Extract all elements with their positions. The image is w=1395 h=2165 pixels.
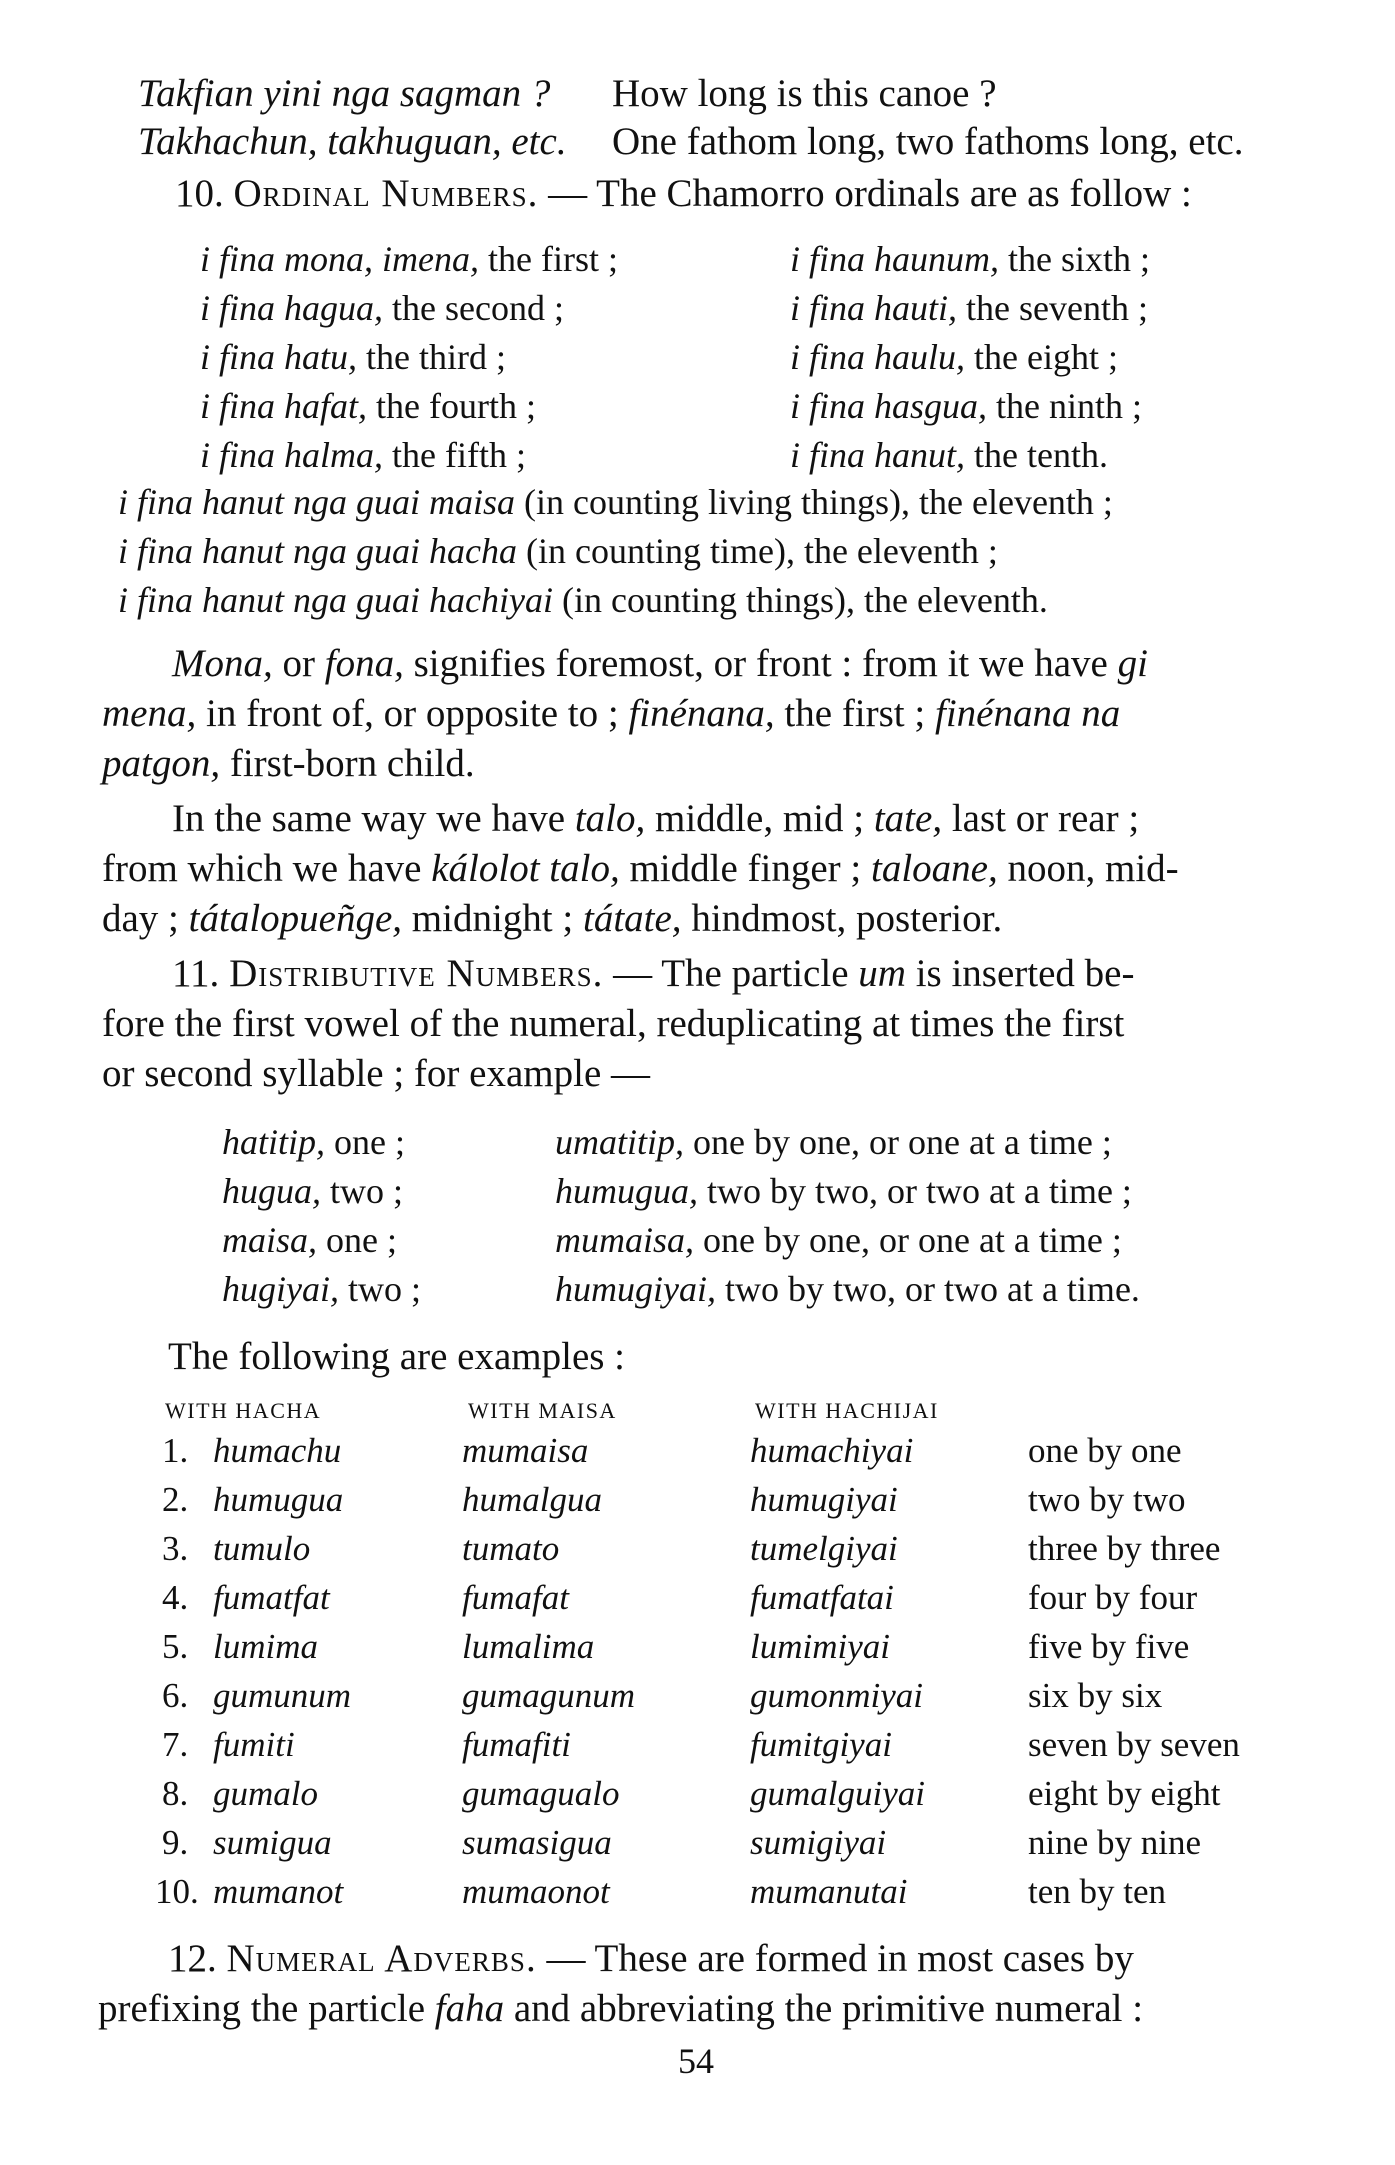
chamorro-term: i fina haulu, bbox=[790, 337, 966, 377]
text: middle finger ; bbox=[619, 847, 871, 890]
hachijai-form: tumelgiyai bbox=[750, 1529, 898, 1568]
term: tátate, bbox=[582, 897, 682, 940]
term: finénana na bbox=[934, 692, 1121, 735]
english-meaning: nine by nine bbox=[1028, 1823, 1202, 1862]
chamorro-term: i fina hauti, bbox=[790, 288, 958, 328]
distributive-right bbox=[555, 1118, 1112, 1166]
term: tátalopueñge, bbox=[188, 897, 403, 940]
hacha-form: sumigua bbox=[213, 1823, 332, 1862]
term: kálolot talo, bbox=[431, 847, 620, 890]
text: noon, mid- bbox=[997, 847, 1179, 890]
example-line-2-gloss bbox=[612, 118, 1243, 166]
chamorro-term: i fina hasgua, bbox=[790, 386, 988, 426]
text: day ; bbox=[102, 897, 189, 940]
row-number: 1. bbox=[162, 1431, 189, 1470]
english-meaning: ten by ten bbox=[1028, 1872, 1167, 1911]
english-gloss: one by one, or one at a time ; bbox=[694, 1220, 1122, 1260]
numeral-term: hugiyai, bbox=[222, 1269, 339, 1309]
english-gloss: How long is this canoe ? bbox=[612, 72, 997, 115]
english-meaning: six by six bbox=[1028, 1676, 1163, 1715]
maisa-form: gumagunum bbox=[462, 1676, 636, 1715]
ordinal-right bbox=[790, 333, 1118, 381]
col-header-hachijai: WITH HACHIJAI bbox=[755, 1398, 939, 1423]
section-title: Ordinal Numbers. bbox=[233, 172, 539, 215]
examples-intro bbox=[168, 1333, 625, 1381]
section-intro: — The Chamorro ordinals are as follow : bbox=[538, 172, 1192, 215]
maisa-form: mumaisa bbox=[462, 1431, 589, 1470]
para-talo-line-2 bbox=[102, 845, 1179, 893]
example-line-1 bbox=[138, 70, 550, 118]
row-number: 3. bbox=[162, 1529, 189, 1568]
text: The following are examples : bbox=[168, 1335, 626, 1378]
english-gloss: the fourth ; bbox=[367, 386, 536, 426]
para-talo-line-3 bbox=[102, 895, 1002, 943]
hachijai-form: humugiyai bbox=[750, 1480, 898, 1519]
row-number: 6. bbox=[162, 1676, 189, 1715]
text: prefixing the particle bbox=[98, 1987, 435, 2030]
maisa-form: gumagualo bbox=[462, 1774, 620, 1813]
hacha-form: gumalo bbox=[213, 1774, 318, 1813]
example-line-2 bbox=[138, 118, 567, 166]
row-number: 8. bbox=[162, 1774, 189, 1813]
english-gloss: one ; bbox=[325, 1122, 405, 1162]
maisa-form: sumasigua bbox=[462, 1823, 612, 1862]
row-number: 7. bbox=[162, 1725, 189, 1764]
section-12-line-2 bbox=[98, 1985, 1143, 2033]
text: is inserted be- bbox=[905, 952, 1135, 995]
chamorro-term: Takfian yini nga sagman ? bbox=[138, 72, 551, 115]
distributive-left bbox=[222, 1167, 403, 1215]
text: In the same way we have bbox=[172, 797, 575, 840]
term: gi bbox=[1117, 642, 1148, 685]
english-meaning: seven by seven bbox=[1028, 1725, 1240, 1764]
eleventh-line bbox=[118, 576, 1048, 624]
text: first-born child. bbox=[220, 742, 475, 785]
section-number: 12. bbox=[168, 1937, 217, 1980]
chamorro-term: i fina hafat, bbox=[200, 386, 368, 426]
term: tate, bbox=[873, 797, 943, 840]
numeral-term: maisa, bbox=[222, 1220, 318, 1260]
english-gloss: the second ; bbox=[383, 288, 564, 328]
text: the first ; bbox=[774, 692, 935, 735]
english-gloss: the eight ; bbox=[965, 337, 1118, 377]
text: and abbreviating the primitive numeral : bbox=[504, 1987, 1144, 2030]
text: — The particle bbox=[603, 952, 859, 995]
english-meaning: two by two bbox=[1028, 1480, 1186, 1519]
ordinal-left bbox=[200, 382, 536, 430]
english-gloss: the third ; bbox=[357, 337, 506, 377]
distributive-term: humugiyai, bbox=[555, 1269, 716, 1309]
maisa-form: fumafiti bbox=[462, 1725, 571, 1764]
maisa-form: mumaonot bbox=[462, 1872, 610, 1911]
english-gloss: one ; bbox=[317, 1220, 397, 1260]
section-number: 11. bbox=[172, 952, 220, 995]
chamorro-term: i fina haunum, bbox=[790, 239, 1000, 279]
distributive-left bbox=[222, 1216, 397, 1264]
english-gloss: the first ; bbox=[478, 239, 618, 279]
section-11-heading bbox=[172, 950, 1134, 998]
text: or bbox=[272, 642, 325, 685]
distributive-right bbox=[555, 1216, 1122, 1264]
section-title: Numeral Adverbs. bbox=[226, 1937, 537, 1980]
hacha-form: humachu bbox=[213, 1431, 342, 1470]
distributive-term: mumaisa, bbox=[555, 1220, 695, 1260]
row-number: 5. bbox=[162, 1627, 189, 1666]
numeral-term: hatitip, bbox=[222, 1122, 326, 1162]
eleventh-line bbox=[118, 478, 1113, 526]
para-talo-line-1 bbox=[172, 795, 1139, 843]
english-gloss: the fifth ; bbox=[383, 435, 526, 475]
term: talo, bbox=[574, 797, 646, 840]
para-mona-line-2 bbox=[102, 690, 1120, 738]
hacha-form: mumanot bbox=[213, 1872, 344, 1911]
distributive-term: umatitip, bbox=[555, 1122, 685, 1162]
hachijai-form: gumonmiyai bbox=[750, 1676, 924, 1715]
hachijai-form: humachiyai bbox=[750, 1431, 914, 1470]
example-line-1-gloss bbox=[612, 70, 997, 118]
col-header-hacha: WITH HACHA bbox=[165, 1398, 322, 1423]
col-header-maisa: WITH MAISA bbox=[468, 1398, 617, 1423]
english-gloss: one by one, or one at a time ; bbox=[684, 1122, 1112, 1162]
english-meaning: five by five bbox=[1028, 1627, 1190, 1666]
term: patgon, bbox=[102, 742, 221, 785]
term: fona, bbox=[324, 642, 404, 685]
english-gloss: the seventh ; bbox=[957, 288, 1148, 328]
row-number: 2. bbox=[162, 1480, 189, 1519]
text: from which we have bbox=[102, 847, 432, 890]
chamorro-term: i fina halma, bbox=[200, 435, 384, 475]
term: um bbox=[858, 952, 906, 995]
para-mona-line-3 bbox=[102, 740, 475, 788]
english-meaning: three by three bbox=[1028, 1529, 1221, 1568]
term: taloane, bbox=[871, 847, 998, 890]
maisa-form: tumato bbox=[462, 1529, 560, 1568]
chamorro-term: Takhachun, takhuguan, etc. bbox=[138, 120, 567, 163]
ordinal-left bbox=[200, 235, 618, 283]
hacha-form: lumima bbox=[213, 1627, 318, 1666]
row-number: 10. bbox=[155, 1872, 199, 1911]
distributive-left bbox=[222, 1265, 421, 1313]
chamorro-term: i fina hanut nga guai hachiyai bbox=[118, 580, 553, 620]
text: signifies foremost, or front : from it we have bbox=[403, 642, 1118, 685]
ordinal-right bbox=[790, 284, 1148, 332]
english-meaning: one by one bbox=[1028, 1431, 1182, 1470]
english-meaning: four by four bbox=[1028, 1578, 1198, 1617]
ordinal-left bbox=[200, 284, 564, 332]
chamorro-term: i fina mona, imena, bbox=[200, 239, 479, 279]
chamorro-term: i fina hanut, bbox=[790, 435, 966, 475]
text: midnight ; bbox=[402, 897, 583, 940]
term: mena, bbox=[102, 692, 197, 735]
row-number: 9. bbox=[162, 1823, 189, 1862]
page-number: 54 bbox=[678, 2041, 714, 2081]
ordinal-left bbox=[200, 333, 506, 381]
hacha-form: tumulo bbox=[213, 1529, 311, 1568]
hacha-form: humugua bbox=[213, 1480, 344, 1519]
english-gloss: the ninth ; bbox=[987, 386, 1143, 426]
text: or second syllable ; for example — bbox=[102, 1052, 650, 1095]
ordinal-right bbox=[790, 235, 1150, 283]
chamorro-term: i fina hatu, bbox=[200, 337, 358, 377]
chamorro-term: i fina hagua, bbox=[200, 288, 384, 328]
maisa-form: humalgua bbox=[462, 1480, 602, 1519]
section-12-heading bbox=[168, 1935, 1134, 1983]
distributive-right bbox=[555, 1265, 1140, 1313]
chamorro-term: i fina hanut nga guai hacha bbox=[118, 531, 517, 571]
maisa-form: lumalima bbox=[462, 1627, 595, 1666]
hachijai-form: gumalguiyai bbox=[750, 1774, 925, 1813]
english-gloss: One fathom long, two fathoms long, etc. bbox=[612, 120, 1244, 163]
english-gloss: (in counting time), the eleventh ; bbox=[517, 531, 998, 571]
text: fore the first vowel of the numeral, reduplicating at times the first bbox=[102, 1002, 1125, 1045]
text: middle, mid ; bbox=[645, 797, 874, 840]
section-11-line-2 bbox=[102, 1000, 1124, 1048]
ordinal-left bbox=[200, 431, 526, 479]
hachijai-form: fumatfatai bbox=[750, 1578, 894, 1617]
hachijai-form: mumanutai bbox=[750, 1872, 908, 1911]
english-gloss: two by two, or two at a time ; bbox=[698, 1171, 1132, 1211]
distributive-left bbox=[222, 1118, 405, 1166]
hachijai-form: lumimiyai bbox=[750, 1627, 890, 1666]
term: faha bbox=[434, 1987, 505, 2030]
english-gloss: two by two, or two at a time. bbox=[715, 1269, 1140, 1309]
term: Mona, bbox=[172, 642, 273, 685]
term: finénana, bbox=[628, 692, 775, 735]
english-gloss: (in counting living things), the eleventh ; bbox=[515, 482, 1113, 522]
text: last or rear ; bbox=[942, 797, 1140, 840]
row-number: 4. bbox=[162, 1578, 189, 1617]
english-meaning: eight by eight bbox=[1028, 1774, 1221, 1813]
numeral-term: hugua, bbox=[222, 1171, 321, 1211]
english-gloss: (in counting things), the eleventh. bbox=[552, 580, 1048, 620]
text: — These are formed in most cases by bbox=[536, 1937, 1134, 1980]
section-title: Distributive Numbers. bbox=[229, 952, 604, 995]
eleventh-line bbox=[118, 527, 998, 575]
text: hindmost, posterior. bbox=[681, 897, 1003, 940]
hacha-form: gumunum bbox=[213, 1676, 352, 1715]
text: in front of, or opposite to ; bbox=[196, 692, 629, 735]
section-number: 10. bbox=[175, 172, 224, 215]
english-gloss: the tenth. bbox=[965, 435, 1108, 475]
chamorro-term: i fina hanut nga guai maisa bbox=[118, 482, 516, 522]
para-mona-line-1 bbox=[172, 640, 1148, 688]
section-11-line-3 bbox=[102, 1050, 650, 1098]
section-10-heading bbox=[175, 170, 1192, 218]
english-gloss: the sixth ; bbox=[999, 239, 1151, 279]
english-gloss: two ; bbox=[321, 1171, 404, 1211]
hacha-form: fumiti bbox=[213, 1725, 295, 1764]
english-gloss: two ; bbox=[338, 1269, 421, 1309]
hachijai-form: fumitgiyai bbox=[750, 1725, 892, 1764]
ordinal-right bbox=[790, 382, 1142, 430]
distributive-right bbox=[555, 1167, 1132, 1215]
hachijai-form: sumigiyai bbox=[750, 1823, 887, 1862]
hacha-form: fumatfat bbox=[213, 1578, 330, 1617]
distributive-term: humugua, bbox=[555, 1171, 698, 1211]
ordinal-right bbox=[790, 431, 1108, 479]
maisa-form: fumafat bbox=[462, 1578, 569, 1617]
